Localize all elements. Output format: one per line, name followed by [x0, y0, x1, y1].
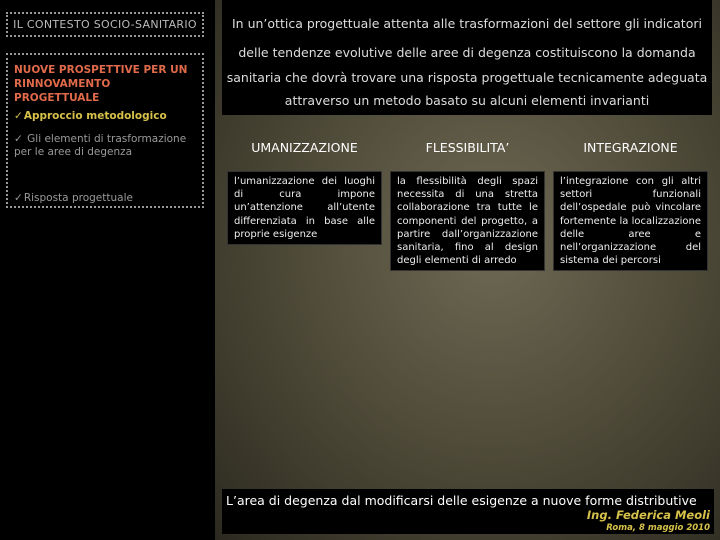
- nav-item-label: Approccio metodologico: [23, 110, 167, 122]
- column-text-integrazione: l’integrazione con gli altri settori funzionali dell’ospedale può vincolare fortemente la localizzazione delle aree e nell’organizzazione del sistema dei percorsi: [553, 171, 708, 271]
- nav-item-approccio[interactable]: [14, 110, 199, 123]
- nav-item-label: Risposta progettuale: [23, 192, 133, 204]
- context-label: IL CONTESTO SOCIO-SANITARIO: [13, 18, 197, 31]
- author: Ing. Federica Meoli: [586, 508, 710, 522]
- nav-item-risposta[interactable]: [14, 192, 199, 205]
- context-nav-box[interactable]: [6, 12, 204, 37]
- intro-line: attraverso un metodo basato su alcuni elementi invarianti: [284, 93, 650, 108]
- nav-item-label: Gli elementi di trasformazione per le aree di degenza: [14, 133, 187, 158]
- nav-item-elementi[interactable]: [14, 133, 199, 159]
- column-text-umanizzazione: l’umanizzazione dei luoghi di cura impone un’attenzione all’utente differenziata in base alle proprie esigenze: [227, 171, 382, 245]
- column-title-umanizzazione: UMANIZZAZIONE: [251, 140, 358, 155]
- intro-line: sanitaria che dovrà trovare una risposta progettuale tecnicamente adeguata: [226, 70, 708, 85]
- column-text-flessibilita: la flessibilità degli spazi necessita di una stretta collaborazione tra tutte le componenti del progetto, a partire dall’organizzazione sanitaria, fino al design degli elementi di arredo: [390, 171, 545, 271]
- footer-title: L’area di degenza dal modificarsi delle esigenze a nuove forme distributive: [226, 493, 697, 508]
- column-title-flessibilita: FLESSIBILITA’: [425, 140, 510, 155]
- check-icon: ✓: [14, 133, 23, 145]
- section-nav-box: [6, 53, 204, 208]
- intro-box: [222, 0, 712, 115]
- check-icon: ✓: [14, 110, 23, 122]
- column-title-integrazione: INTEGRAZIONE: [583, 140, 678, 155]
- intro-line: delle tendenze evolutive delle aree di degenza costituiscono la domanda: [238, 45, 696, 60]
- intro-line: In un’ottica progettuale attenta alle trasformazioni del settore gli indicatori: [232, 16, 702, 31]
- date: Roma, 8 maggio 2010: [606, 523, 710, 533]
- check-icon: ✓: [14, 192, 23, 204]
- section-title: NUOVE PROSPETTIVE PER UN RINNOVAMENTO PROGETTUALE: [14, 64, 188, 104]
